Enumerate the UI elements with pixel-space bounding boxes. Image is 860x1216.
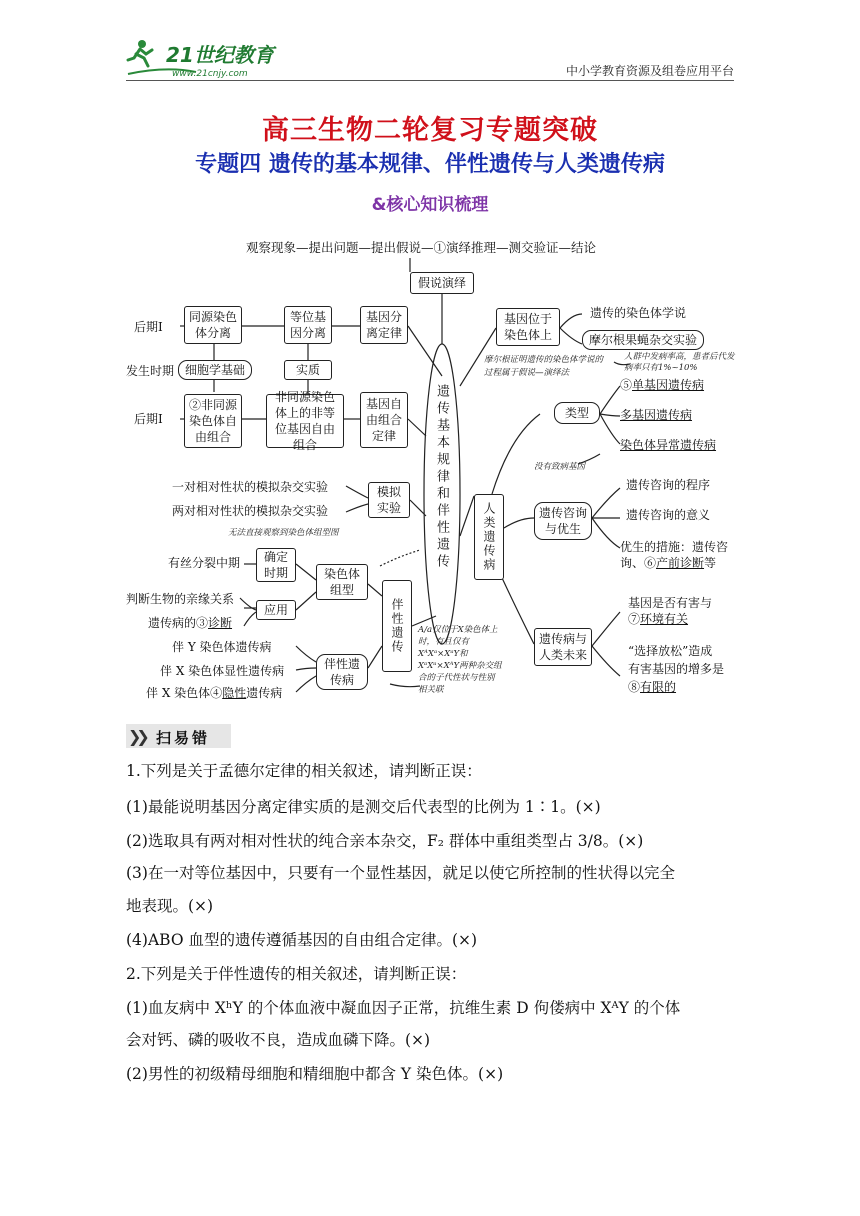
question-line: 地表现。(×) (126, 897, 214, 915)
segregation-law-box: 基因分离定律 (360, 306, 408, 344)
note-sexlinked: A/a仅位于X染色体上时，有且仅有XᴬXᵃ×XᵃY和XᵃXᵃ×XᴬY两种杂交组合的子代性状与性别相关联 (418, 625, 502, 695)
note-morgan: 摩尔根证明遗传的染色体学说的过程属于假说—演绎法 (484, 355, 604, 378)
essence-box: 实质 (284, 360, 332, 380)
measures-label-a: 优生的措施：遗传咨 (620, 540, 729, 554)
kinship-label: 判断生物的亲缘关系 (126, 592, 235, 606)
simulation-box: 模拟实验 (368, 482, 410, 518)
apply-box: 应用 (256, 600, 296, 620)
chrom-abnormal-label: 染色体异常遗传病 (620, 438, 717, 452)
question-line: 会对钙、磷的吸收不良，造成血磷下降。(×) (126, 1031, 431, 1049)
section-label: 扫易错 (156, 729, 211, 747)
gen-period-label: 发生时期 (126, 364, 175, 378)
section-tag: &核心知识梳理 (371, 195, 489, 215)
question-line: (2)男性的初级精母细胞和精细胞中都含 Y 染色体。(×) (126, 1065, 504, 1083)
polygenic-label: 多基因遗传病 (620, 408, 693, 422)
chrom-theory-label: 遗传的染色体学说 (590, 306, 687, 320)
question-line: (1)最能说明基因分离定律实质的是测交后代表型的比例为 1∶1。(×) (126, 798, 601, 816)
harm-label-a: 基因是否有害与 (628, 596, 713, 610)
mitosis-label: 有丝分裂中期 (168, 556, 241, 570)
sexlinked-disease-box: 伴性遗传病 (316, 654, 368, 690)
question-line: 2.下列是关于伴性遗传的相关叙述，请判断正误： (126, 965, 467, 983)
procedure-label: 遗传咨询的程序 (626, 478, 711, 492)
note-no-gene: 没有致病基因 (534, 462, 586, 472)
sexlinked-vertical-box: 伴性遗传 (382, 580, 412, 672)
question-line: (3)在一对等位基因中，只要有一个显性基因，就足以使它所控制的性状得以完全 (126, 864, 675, 882)
single-gene-label: ⑤单基因遗传病 (620, 378, 705, 392)
morgan-label: 摩尔根果蝇杂交实验 (582, 330, 704, 350)
future-box: 遗传病与人类未来 (534, 628, 592, 666)
svg-text:21世纪教育: 21世纪教育 (166, 43, 274, 67)
type-box: 类型 (554, 402, 600, 424)
x-recessive-label: 伴 X 染色体④隐性遗传病 (146, 686, 283, 700)
sim-one-pair: 一对相对性状的模拟杂交实验 (172, 480, 329, 494)
method-flow: 观察现象—提出问题—提出假说—①演绎推理—测交验证—结论 (246, 240, 597, 255)
nonhomologous-box: ②非同源染色体自由组合 (184, 394, 242, 448)
mind-map (120, 236, 740, 714)
homologous-sep-box: 同源染色体分离 (184, 306, 242, 344)
relax-label-c: ⑧有限的 (628, 680, 677, 694)
svg-text:www.21cnjy.com: www.21cnjy.com (172, 69, 248, 79)
confirm-period-box: 确定时期 (256, 548, 296, 582)
note-observe: 无法直接观察到染色体组型图 (228, 528, 339, 538)
human-disease-box: 人类遗传病 (474, 494, 504, 580)
x-dominant-label: 伴 X 染色体显性遗传病 (160, 664, 285, 678)
sim-two-pair: 两对相对性状的模拟杂交实验 (172, 504, 329, 518)
allele-sep-box: 等位基因分离 (284, 306, 332, 344)
independent-law-box: 基因自由组合定律 (360, 392, 408, 448)
hypo-deduction-box: 假说演绎 (410, 272, 474, 294)
late1-label: 后期Ⅰ (134, 320, 163, 334)
late1b-label: 后期Ⅰ (134, 412, 163, 426)
double-chevron-icon: ❯❯ (128, 727, 145, 746)
center-topic: 遗传基本规律和伴性遗传 (434, 384, 449, 571)
page-title: 高三生物二轮复习专题突破 (262, 115, 598, 146)
measures-label-b: 询、⑥产前诊断等 (620, 556, 717, 570)
brand-logo (126, 36, 286, 80)
counsel-box: 遗传咨询与优生 (534, 502, 592, 540)
site-name: 中小学教育资源及组卷应用平台 (565, 64, 734, 78)
karyotype-box: 染色体组型 (316, 564, 368, 600)
question-line: (4)ABO 血型的遗传遵循基因的自由组合定律。(×) (126, 931, 478, 949)
gene-on-chrom-box: 基因位于染色体上 (496, 308, 560, 346)
question-line: 1.下列是关于孟德尔定律的相关叙述，请判断正误： (126, 762, 482, 780)
page-subtitle: 专题四 遗传的基本规律、伴性遗传与人类遗传病 (195, 152, 665, 177)
header-divider (126, 80, 734, 81)
nonallele-box: 非同源染色体上的非等位基因自由组合 (266, 394, 344, 448)
diagnose-label: 遗传病的③诊断 (148, 616, 233, 630)
relax-label-a: “选择放松”造成 (628, 644, 713, 658)
note-single-gene: 人群中发病率高，患者后代发病率只有1%~10% (624, 352, 735, 373)
meaning-label: 遗传咨询的意义 (626, 508, 711, 522)
y-linked-label: 伴 Y 染色体遗传病 (172, 640, 272, 654)
cyto-basis-box: 细胞学基础 (178, 360, 252, 380)
question-line: (1)血友病中 XʰY 的个体血液中凝血因子正常，抗维生素 D 佝偻病中 XᴬY 的个体 (126, 999, 681, 1017)
relax-label-b: 有害基因的增多是 (628, 662, 725, 676)
question-line: (2)选取具有两对相对性状的纯合亲本杂交，F₂ 群体中重组类型占 3/8。(×) (126, 832, 644, 850)
harm-label-b: ⑦环境有关 (628, 612, 689, 626)
